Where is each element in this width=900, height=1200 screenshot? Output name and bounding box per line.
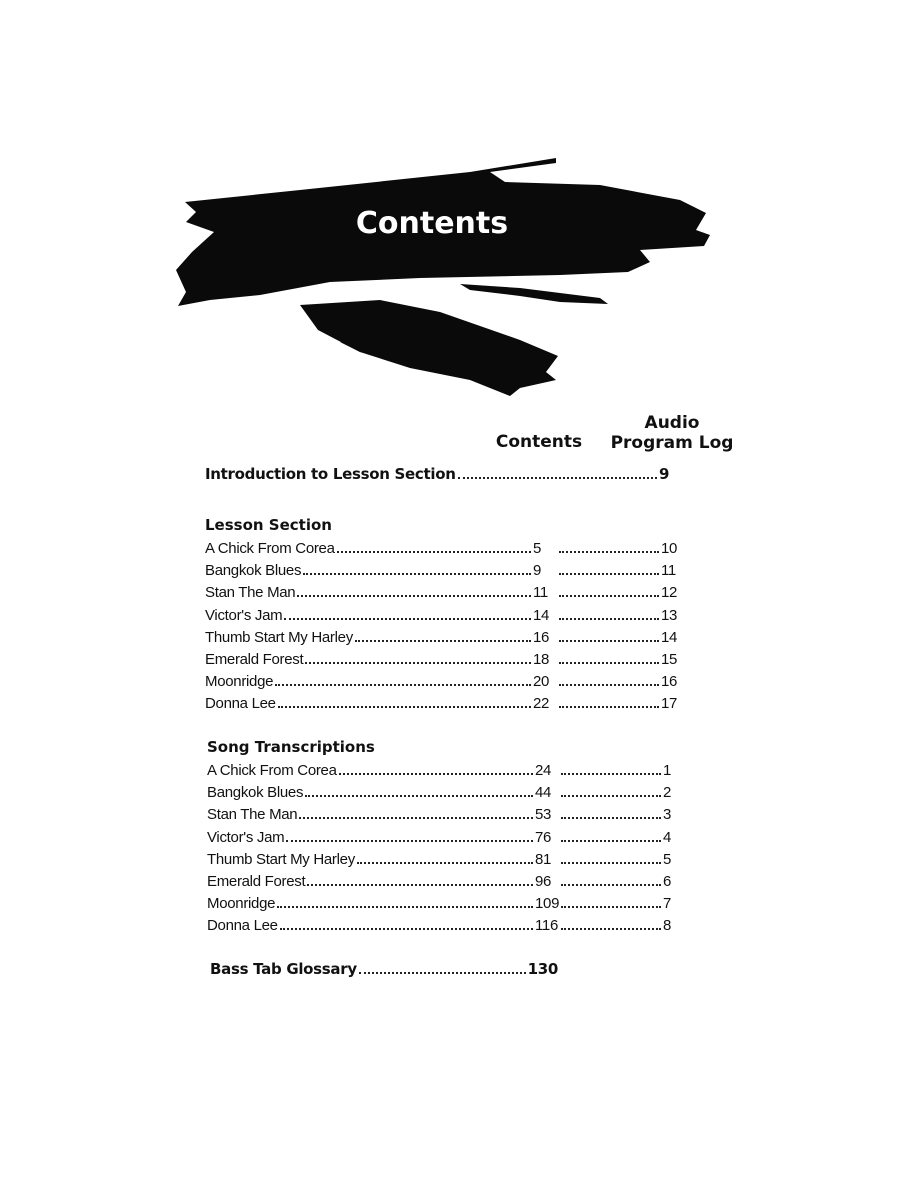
page-number: 109	[535, 895, 560, 913]
page-number: 116	[535, 917, 559, 935]
page-number: 14	[533, 606, 550, 624]
dot-leader	[284, 618, 531, 620]
section-heading-song-transcriptions: Song Transcriptions	[207, 738, 375, 756]
entry-title: Moonridge	[207, 895, 276, 913]
page-number: 24	[535, 762, 552, 779]
audio-number: 17	[661, 695, 678, 713]
audio-number: 13	[661, 606, 678, 624]
audio-number: 4	[663, 828, 672, 846]
toc-entry	[205, 673, 683, 693]
audio-number: 7	[663, 895, 672, 913]
page-number: 9	[533, 562, 542, 580]
toc-entry	[207, 873, 685, 893]
dot-leader	[307, 884, 533, 886]
dot-leader	[305, 795, 533, 797]
toc-entry	[205, 629, 683, 649]
toc-entry-introduction	[205, 465, 681, 485]
entry-title: Donna Lee	[205, 695, 276, 713]
dot-leader	[561, 773, 661, 775]
entry-title: Victor's Jam	[207, 828, 285, 846]
dot-leader	[357, 862, 533, 864]
audio-number: 5	[663, 850, 672, 868]
dot-leader	[561, 840, 661, 842]
entry-title: Stan The Man	[207, 806, 298, 824]
page-number: 16	[533, 628, 550, 646]
audio-number: 3	[663, 806, 672, 824]
dot-leader	[559, 618, 659, 620]
audio-label: Audio	[644, 413, 700, 433]
page-number: 20	[533, 673, 550, 691]
dot-leader	[561, 884, 661, 886]
audio-number: 1	[663, 762, 672, 779]
dot-leader	[559, 573, 659, 575]
dot-leader	[561, 817, 661, 819]
page-number: 130	[527, 960, 558, 978]
audio-number: 15	[661, 651, 678, 668]
toc-entry	[207, 917, 685, 937]
toc-entry-glossary	[210, 960, 558, 980]
dot-leader	[297, 595, 531, 597]
toc-entry	[205, 562, 683, 582]
audio-number: 8	[663, 917, 672, 935]
audio-number: 16	[661, 673, 678, 691]
dot-leader	[561, 928, 661, 930]
entry-title: A Chick From Corea	[205, 540, 335, 557]
dot-leader	[275, 684, 531, 686]
contents-column-label: Contents	[495, 432, 583, 452]
entry-title: Bangkok Blues	[205, 562, 302, 580]
entry-title: Victor's Jam	[205, 606, 283, 624]
page-title: Contents	[355, 206, 509, 241]
column-header-audio-program-log	[600, 413, 744, 453]
dot-leader	[559, 595, 659, 597]
entry-title: Thumb Start My Harley	[205, 628, 353, 646]
dot-leader	[277, 906, 533, 908]
entry-title: Thumb Start My Harley	[207, 850, 355, 868]
toc-entry	[205, 584, 683, 604]
dot-leader	[559, 662, 659, 664]
toc-entry	[207, 895, 685, 915]
entry-title: Moonridge	[205, 673, 274, 691]
toc-entry	[207, 829, 685, 849]
entry-title: A Chick From Corea	[207, 762, 337, 779]
toc-entry	[205, 695, 683, 715]
audio-number: 11	[661, 562, 676, 580]
toc-entry	[205, 540, 683, 560]
entry-title: Donna Lee	[207, 917, 278, 935]
page-number: 44	[535, 784, 552, 802]
dot-leader	[561, 862, 661, 864]
audio-number: 14	[661, 628, 678, 646]
section-heading-lesson: Lesson Section	[205, 516, 332, 534]
dot-leader	[278, 706, 531, 708]
dot-leader	[339, 773, 533, 775]
dot-leader	[458, 477, 657, 479]
entry-title: Stan The Man	[205, 584, 296, 602]
dot-leader	[559, 706, 659, 708]
contents-banner	[0, 0, 900, 420]
toc-entry	[207, 851, 685, 871]
dot-leader	[559, 640, 659, 642]
dot-leader	[355, 640, 531, 642]
dot-leader	[299, 817, 533, 819]
page-number: 5	[533, 540, 542, 557]
entry-title: Bass Tab Glossary	[210, 960, 357, 978]
page-number: 96	[535, 873, 552, 890]
dot-leader	[280, 928, 533, 930]
toc-entry	[207, 806, 685, 826]
page-number: 18	[533, 651, 550, 668]
entry-title: Emerald Forest	[207, 873, 306, 890]
dot-leader	[305, 662, 531, 664]
page-number: 76	[535, 828, 552, 846]
page-number: 53	[535, 806, 552, 824]
audio-number: 10	[661, 540, 678, 557]
entry-title: Bangkok Blues	[207, 784, 304, 802]
audio-number: 6	[663, 873, 672, 890]
toc-entry	[207, 762, 685, 782]
toc-entry	[205, 607, 683, 627]
dot-leader	[337, 551, 531, 553]
dot-leader	[303, 573, 531, 575]
dot-leader	[561, 795, 661, 797]
page-number: 81	[535, 850, 552, 868]
dot-leader	[559, 684, 659, 686]
page-number: 22	[533, 695, 550, 713]
audio-number: 2	[663, 784, 672, 802]
dot-leader	[561, 906, 661, 908]
dot-leader	[286, 840, 533, 842]
entry-title: Emerald Forest	[205, 651, 304, 668]
dot-leader	[559, 551, 659, 553]
toc-entry	[205, 651, 683, 671]
toc-entry	[207, 784, 685, 804]
audio-number: 12	[661, 584, 678, 602]
page-number: 11	[533, 584, 548, 602]
entry-title: Introduction to Lesson Section	[205, 465, 456, 483]
dot-leader	[359, 972, 526, 974]
column-header-contents	[488, 432, 590, 452]
program-log-label: Program Log	[610, 433, 734, 453]
audio-number: 9	[659, 465, 670, 483]
